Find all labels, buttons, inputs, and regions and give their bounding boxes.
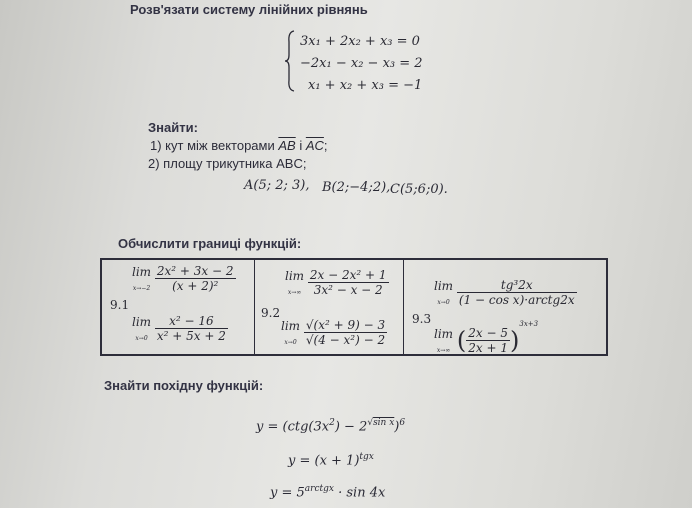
limit-label-9-1: 9.1 bbox=[110, 298, 130, 312]
deriv-3-power: arctgx bbox=[304, 484, 334, 494]
limit-label-9-3: 9.3 bbox=[412, 312, 432, 326]
derivative-3 bbox=[270, 484, 385, 500]
limit-9-2-b bbox=[281, 318, 387, 347]
lim-word: lim bbox=[132, 264, 152, 279]
deriv-1-radicand: sin x bbox=[373, 418, 395, 428]
find-item-1-end: ; bbox=[323, 138, 328, 153]
deriv-2-power: tgx bbox=[359, 452, 374, 462]
numerator: 2x − 5 bbox=[468, 326, 508, 340]
lim-sub: x→0 bbox=[135, 334, 148, 342]
lim-word: lim bbox=[132, 314, 152, 329]
lim-sub: x→∞ bbox=[287, 288, 302, 296]
vector-ac: $\overline{AC}$ bbox=[305, 138, 324, 153]
denominator: √(4 − x²) − 2 bbox=[305, 333, 386, 347]
find-item-1 bbox=[150, 138, 328, 153]
find-item-2: 2) площу трикутника ABC; bbox=[148, 156, 307, 171]
numerator: 2x − 2x² + 1 bbox=[309, 268, 387, 282]
system-eq-1: 3x₁ + 2x₂ + x₃ = 0 bbox=[300, 34, 420, 49]
lim-word: lim bbox=[281, 318, 301, 333]
exponent: 3x+3 bbox=[519, 320, 539, 328]
deriv-1-power: 6 bbox=[399, 418, 406, 428]
denominator: x² + 5x + 2 bbox=[156, 329, 226, 343]
limit-9-1-b bbox=[132, 314, 228, 343]
point-a: A(5; 2; 3), bbox=[244, 178, 310, 193]
lim-sub: x→0 bbox=[284, 338, 297, 346]
find-item-1-prefix: 1) кут між векторами bbox=[150, 138, 275, 153]
deriv-1-mid: ) − 2 bbox=[334, 419, 368, 435]
deriv-3-base: y = 5 bbox=[270, 485, 305, 501]
system-eq-2: −2x₁ − x₂ − x₃ = 2 bbox=[300, 56, 423, 71]
right-paren: ) bbox=[510, 326, 520, 355]
limit-label-9-2: 9.2 bbox=[261, 306, 281, 320]
numerator: x² − 16 bbox=[155, 314, 228, 329]
limit-9-2-a bbox=[285, 268, 389, 297]
derivative-1: $y = (ctg(3x^2) - 2^{√sin x})^6$ bbox=[256, 418, 406, 435]
deriv-1-square: 2 bbox=[329, 418, 335, 428]
deriv-1-left: y = (ctg(3x bbox=[256, 419, 330, 435]
lim-sub: x→0 bbox=[437, 298, 450, 306]
numerator: tg³2x bbox=[457, 278, 577, 293]
limit-9-3-a bbox=[434, 278, 577, 307]
left-paren: ( bbox=[456, 326, 467, 355]
deriv-1-right: ) bbox=[394, 419, 400, 435]
denominator: 3x² − x − 2 bbox=[313, 283, 383, 297]
derivative-heading: Знайти похідну функцій: bbox=[104, 378, 264, 393]
limits-table bbox=[100, 258, 608, 356]
find-conj: і bbox=[299, 138, 303, 153]
lim-word: lim bbox=[285, 268, 305, 283]
denominator: (x + 2)² bbox=[172, 279, 219, 293]
system-eq-3: x₁ + x₂ + x₃ = −1 bbox=[308, 78, 423, 93]
system-heading: Розв'язати систему лінійних рівнянь bbox=[130, 2, 368, 17]
numerator: 2x² + 3x − 2 bbox=[156, 264, 234, 278]
numerator: √(x² + 9) − 3 bbox=[305, 318, 386, 332]
lim-word: lim bbox=[434, 326, 454, 341]
lim-sub: x→−2 bbox=[132, 284, 151, 292]
system-brace bbox=[285, 30, 295, 92]
limits-heading: Обчислити границі функцій: bbox=[118, 236, 302, 251]
find-heading: Знайти: bbox=[148, 120, 198, 135]
deriv-2-base: y = (x + 1) bbox=[288, 453, 360, 469]
denominator: (1 − cos x)·arctg2x bbox=[458, 293, 575, 307]
limit-cell-9-2 bbox=[255, 259, 404, 355]
deriv-3-tail: · sin 4x bbox=[338, 485, 386, 501]
lim-word: lim bbox=[434, 278, 454, 293]
lim-sub: x→∞ bbox=[436, 346, 451, 354]
denominator: 2x + 1 bbox=[468, 341, 508, 355]
limit-9-1-a bbox=[132, 264, 236, 293]
point-b: B(2;−4;2), bbox=[322, 180, 391, 195]
limit-cell-9-1 bbox=[101, 259, 255, 355]
vector-ab: $\overline{AB}$ bbox=[278, 138, 296, 153]
limit-9-3-b bbox=[434, 320, 538, 355]
point-c: C(5;6;0). bbox=[390, 182, 448, 197]
limit-cell-9-3 bbox=[404, 259, 608, 355]
derivative-2 bbox=[288, 452, 374, 468]
